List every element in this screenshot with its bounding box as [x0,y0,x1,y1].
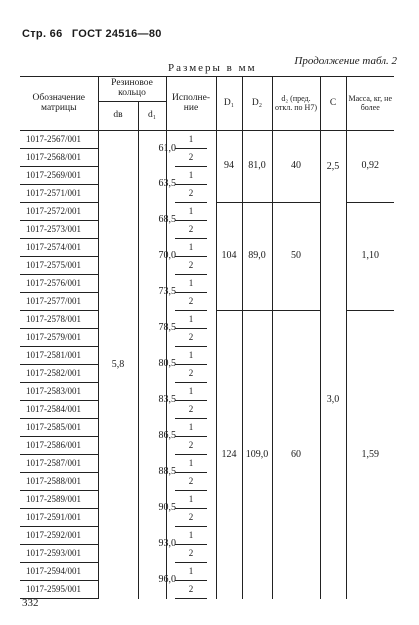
execution-cell [166,275,216,293]
rubber-ring-d1: 80,5 [138,347,166,383]
execution-value: 1 [188,134,194,145]
rubber-ring-d1: 61,0 [138,131,166,167]
rubber-ring-d1: 88,5 [138,455,166,491]
header-mass: Масса, кг, не более [346,77,394,131]
execution-value: 1 [188,565,194,576]
header-rubber-ring: Резиновое кольцо [98,77,166,102]
header-execution: Исполне-ние [166,77,216,131]
matrix-designation: 1017-2589/001 [20,491,98,509]
execution-cell [166,545,216,563]
execution-value: 1 [188,349,194,360]
group-d2: 89,0 [242,203,272,311]
matrix-designation: 1017-2582/001 [20,365,98,383]
execution-value: 1 [188,493,194,504]
rubber-ring-d1: 90,5 [138,491,166,527]
standard-code: ГОСТ 24516—80 [71,28,162,40]
rubber-ring-d1: 78,5 [138,311,166,347]
execution-value: 2 [188,403,194,414]
group-d1: 124 [216,311,242,599]
group-d1: 104 [216,203,242,311]
dimensions-title: Размеры в мм [168,62,257,74]
execution-value: 2 [188,331,194,342]
matrix-designation: 1017-2575/001 [20,257,98,275]
header-D1: D₁ [216,77,242,131]
matrix-designation: 1017-2593/001 [20,545,98,563]
execution-underline [175,598,206,599]
rubber-ring-d1: 93,0 [138,527,166,563]
execution-value: 1 [188,457,194,468]
matrix-designation: 1017-2586/001 [20,437,98,455]
page-header [22,28,162,40]
header-designation: Обозначение матрицы [20,77,98,131]
execution-value: 2 [188,583,194,594]
rubber-ring-d1: 86,5 [138,419,166,455]
execution-value: 2 [188,367,194,378]
execution-cell [166,563,216,581]
execution-value: 2 [188,187,194,198]
execution-value: 2 [188,223,194,234]
group-mass: 1,59 [346,311,394,599]
matrix-designation: 1017-2571/001 [20,185,98,203]
execution-value: 1 [188,313,194,324]
matrix-designation: 1017-2578/001 [20,311,98,329]
matrix-designation: 1017-2592/001 [20,527,98,545]
matrix-designation: 1017-2583/001 [20,383,98,401]
execution-cell [166,365,216,383]
header-d1: d₁ [138,102,166,131]
execution-cell [166,167,216,185]
rubber-ring-db: 5,8 [98,131,138,599]
execution-value: 1 [188,241,194,252]
execution-cell [166,383,216,401]
group-mass: 0,92 [346,131,394,203]
matrix-designation: 1017-2591/001 [20,509,98,527]
matrix-designation: 1017-2569/001 [20,167,98,185]
execution-value: 1 [188,385,194,396]
dimensions-table [20,76,394,599]
execution-cell [166,221,216,239]
execution-cell [166,401,216,419]
matrix-designation: 1017-2594/001 [20,563,98,581]
table-continuation: Продолжение табл. 2 [294,55,397,67]
matrix-designation: 1017-2588/001 [20,473,98,491]
execution-cell [166,149,216,167]
matrix-designation: 1017-2581/001 [20,347,98,365]
execution-cell [166,185,216,203]
execution-value: 1 [188,529,194,540]
matrix-designation: 1017-2579/001 [20,329,98,347]
page-number: 332 [22,597,39,609]
execution-cell [166,311,216,329]
execution-value: 1 [188,277,194,288]
matrix-designation: 1017-2595/001 [20,581,98,599]
table-row [20,131,394,149]
execution-cell [166,491,216,509]
matrix-designation: 1017-2574/001 [20,239,98,257]
matrix-designation: 1017-2576/001 [20,275,98,293]
execution-value: 1 [188,205,194,216]
page-label: Стр. 66 [22,28,63,40]
rubber-ring-d1: 68,5 [138,203,166,239]
group-d2: 60 [272,311,320,599]
rubber-ring-d1: 70,0 [138,239,166,275]
matrix-designation: 1017-2572/001 [20,203,98,221]
execution-cell [166,347,216,365]
group-d2: 40 [272,131,320,203]
group-d2: 50 [272,203,320,311]
execution-cell [166,131,216,149]
matrix-designation: 1017-2573/001 [20,221,98,239]
execution-cell [166,509,216,527]
execution-value: 1 [188,169,194,180]
group-d2: 109,0 [242,311,272,599]
matrix-designation: 1017-2584/001 [20,401,98,419]
execution-cell [166,527,216,545]
execution-value: 1 [188,421,194,432]
execution-cell [166,473,216,491]
table-row [20,203,394,221]
execution-value: 2 [188,475,194,486]
execution-cell [166,437,216,455]
table-body [20,131,394,599]
execution-value: 2 [188,547,194,558]
matrix-designation: 1017-2567/001 [20,131,98,149]
c-value-cell: 2,5 [320,131,346,203]
header-D2: D₂ [242,77,272,131]
execution-cell [166,329,216,347]
execution-cell [166,239,216,257]
execution-value: 2 [188,151,194,162]
header-C: С [320,77,346,131]
execution-cell [166,581,216,599]
c-value-cell: 3,0 [320,203,346,599]
rubber-ring-d1: 73,5 [138,275,166,311]
execution-cell [166,419,216,437]
execution-value: 2 [188,259,194,270]
matrix-designation: 1017-2585/001 [20,419,98,437]
group-d1: 94 [216,131,242,203]
matrix-designation: 1017-2568/001 [20,149,98,167]
execution-cell [166,257,216,275]
rubber-ring-d1: 63,5 [138,167,166,203]
execution-cell [166,455,216,473]
group-d2: 81,0 [242,131,272,203]
rubber-ring-d1: 83,5 [138,383,166,419]
execution-value: 2 [188,295,194,306]
header-d2: d₂ (пред. откл. по Н7) [272,77,320,131]
group-mass: 1,10 [346,203,394,311]
matrix-designation: 1017-2577/001 [20,293,98,311]
execution-value: 2 [188,511,194,522]
execution-value: 2 [188,439,194,450]
matrix-designation: 1017-2587/001 [20,455,98,473]
header-db: dв [98,102,138,131]
execution-cell [166,203,216,221]
rubber-ring-d1: 96,0 [138,563,166,599]
execution-cell [166,293,216,311]
